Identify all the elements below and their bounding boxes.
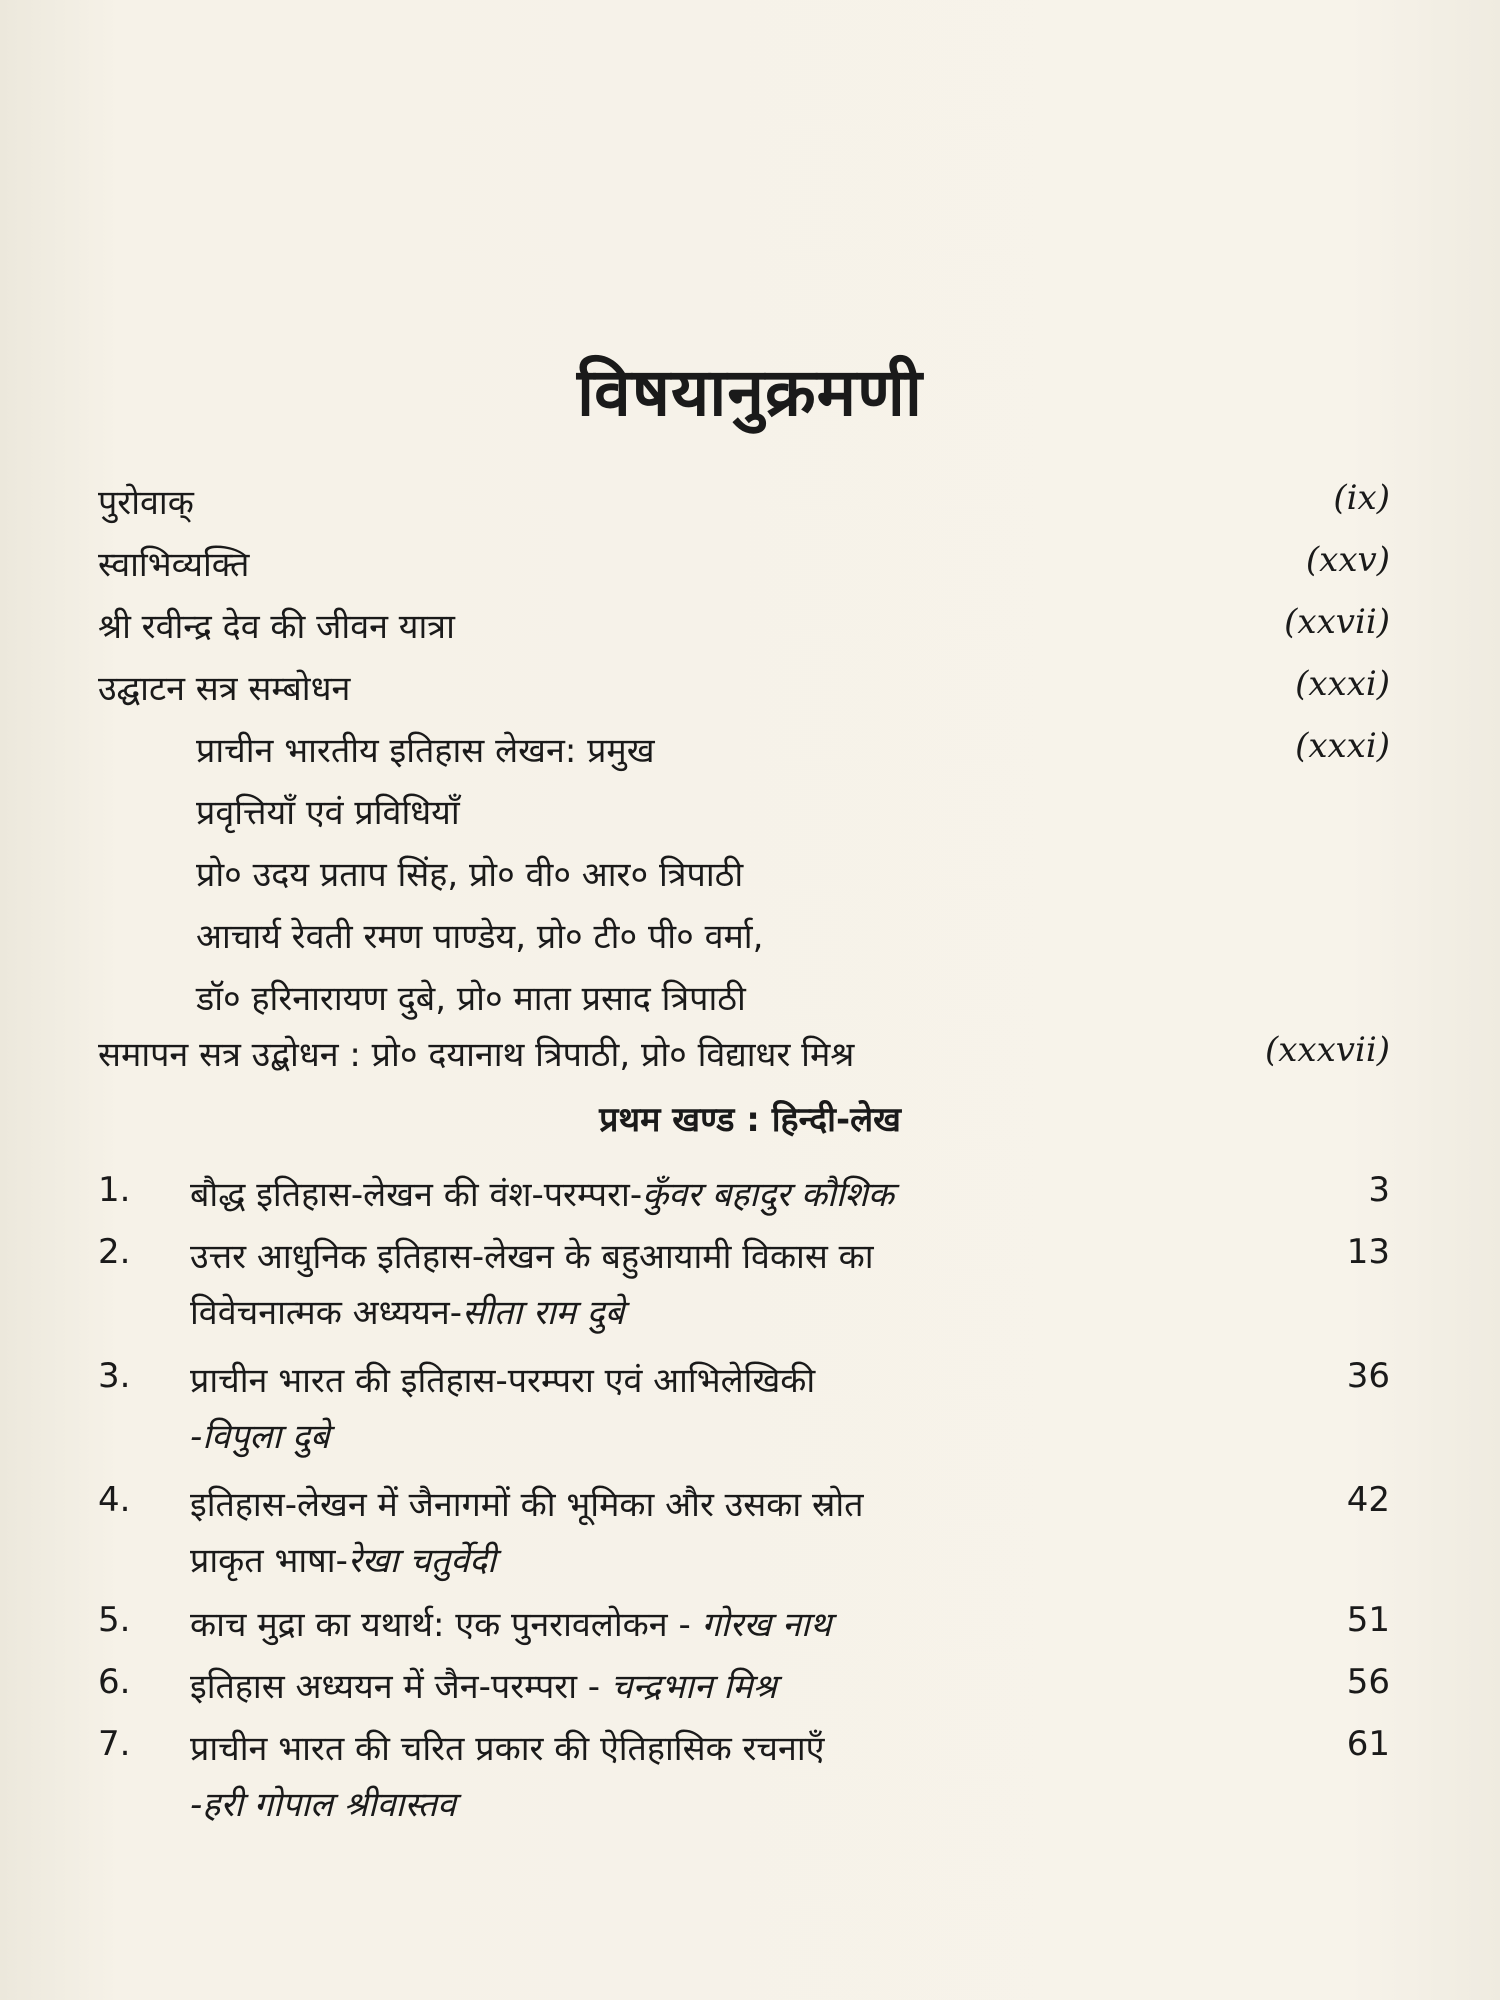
entry-author: रेखा चतुर्वेदी <box>347 1541 496 1581</box>
entry-number: 1. <box>98 1170 131 1210</box>
toc-page: (xxv) <box>1305 540 1390 580</box>
entry-number: 5. <box>98 1600 131 1640</box>
toc-label: श्री रवीन्द्र देव की जीवन यात्रा <box>98 607 455 647</box>
entry-page: 61 <box>1346 1724 1390 1764</box>
entry-title-cont: विवेचनात्मक अध्ययन-सीता राम दुबे <box>190 1293 625 1333</box>
entry-author: गोरख नाथ <box>701 1605 832 1645</box>
entry-title: काच मुद्रा का यथार्थ: एक पुनरावलोकन - गोरख नाथ <box>190 1605 832 1645</box>
toc-authors: आचार्य रेवती रमण पाण्डेय, प्रो० टी० पी० वर्मा, <box>196 917 764 957</box>
entry-page: 13 <box>1346 1232 1390 1272</box>
toc-label: पुरोवाक् <box>98 483 194 523</box>
toc-label: प्रवृत्तियाँ एवं प्रविधियाँ <box>196 793 460 833</box>
toc-page: (xxxi) <box>1295 664 1390 704</box>
entry-author: चन्द्रभान मिश्र <box>610 1667 777 1707</box>
entry-page: 51 <box>1346 1600 1390 1640</box>
entry-title: उत्तर आधुनिक इतिहास-लेखन के बहुआयामी विकास का <box>190 1237 874 1277</box>
entry-number: 4. <box>98 1480 131 1520</box>
entry-title: इतिहास अध्ययन में जैन-परम्परा - चन्द्रभान मिश्र <box>190 1667 777 1707</box>
entry-number: 6. <box>98 1662 131 1702</box>
entry-author: कुँवर बहादुर कौशिक <box>642 1175 894 1215</box>
toc-page: (xxxi) <box>1295 726 1390 766</box>
entry-number: 3. <box>98 1356 131 1396</box>
toc-page: (ix) <box>1333 478 1390 518</box>
entry-number: 7. <box>98 1724 131 1764</box>
entry-title-cont: प्राकृत भाषा-रेखा चतुर्वेदी <box>190 1541 496 1581</box>
entry-page: 3 <box>1368 1170 1390 1210</box>
entry-title: प्राचीन भारत की इतिहास-परम्परा एवं आभिलेखिकी <box>190 1361 816 1401</box>
entry-title: बौद्ध इतिहास-लेखन की वंश-परम्परा-कुँवर बहादुर कौशिक <box>190 1175 894 1215</box>
page-title: विषयानुक्रमणी <box>577 354 923 431</box>
toc-page: (xxvii) <box>1284 602 1390 642</box>
toc-authors: डॉ० हरिनारायण दुबे, प्रो० माता प्रसाद त्रिपाठी <box>196 979 746 1019</box>
entry-title: इतिहास-लेखन में जैनागमों की भूमिका और उसका स्रोत <box>190 1485 864 1525</box>
toc-label: समापन सत्र उद्बोधन : प्रो० दयानाथ त्रिपाठी, प्रो० विद्याधर मिश्र <box>98 1035 855 1075</box>
toc-authors: प्रो० उदय प्रताप सिंह, प्रो० वी० आर० त्रिपाठी <box>196 855 744 895</box>
entry-author: -हरी गोपाल श्रीवास्तव <box>190 1785 456 1825</box>
entry-page: 56 <box>1346 1662 1390 1702</box>
toc-label: उद्घाटन सत्र सम्बोधन <box>98 669 351 709</box>
entry-page: 36 <box>1346 1356 1390 1396</box>
toc-label: प्राचीन भारतीय इतिहास लेखन: प्रमुख <box>196 731 655 771</box>
entry-title: प्राचीन भारत की चरित प्रकार की ऐतिहासिक रचनाएँ <box>190 1729 825 1769</box>
entry-author: -विपुला दुबे <box>190 1417 330 1457</box>
toc-label: स्वाभिव्यक्ति <box>98 545 250 585</box>
entry-author: सीता राम दुबे <box>462 1293 625 1333</box>
entry-number: 2. <box>98 1232 131 1272</box>
entry-page: 42 <box>1346 1480 1390 1520</box>
toc-page: (xxxvii) <box>1264 1030 1390 1070</box>
section-heading: प्रथम खण्ड : हिन्दी-लेख <box>599 1100 901 1140</box>
